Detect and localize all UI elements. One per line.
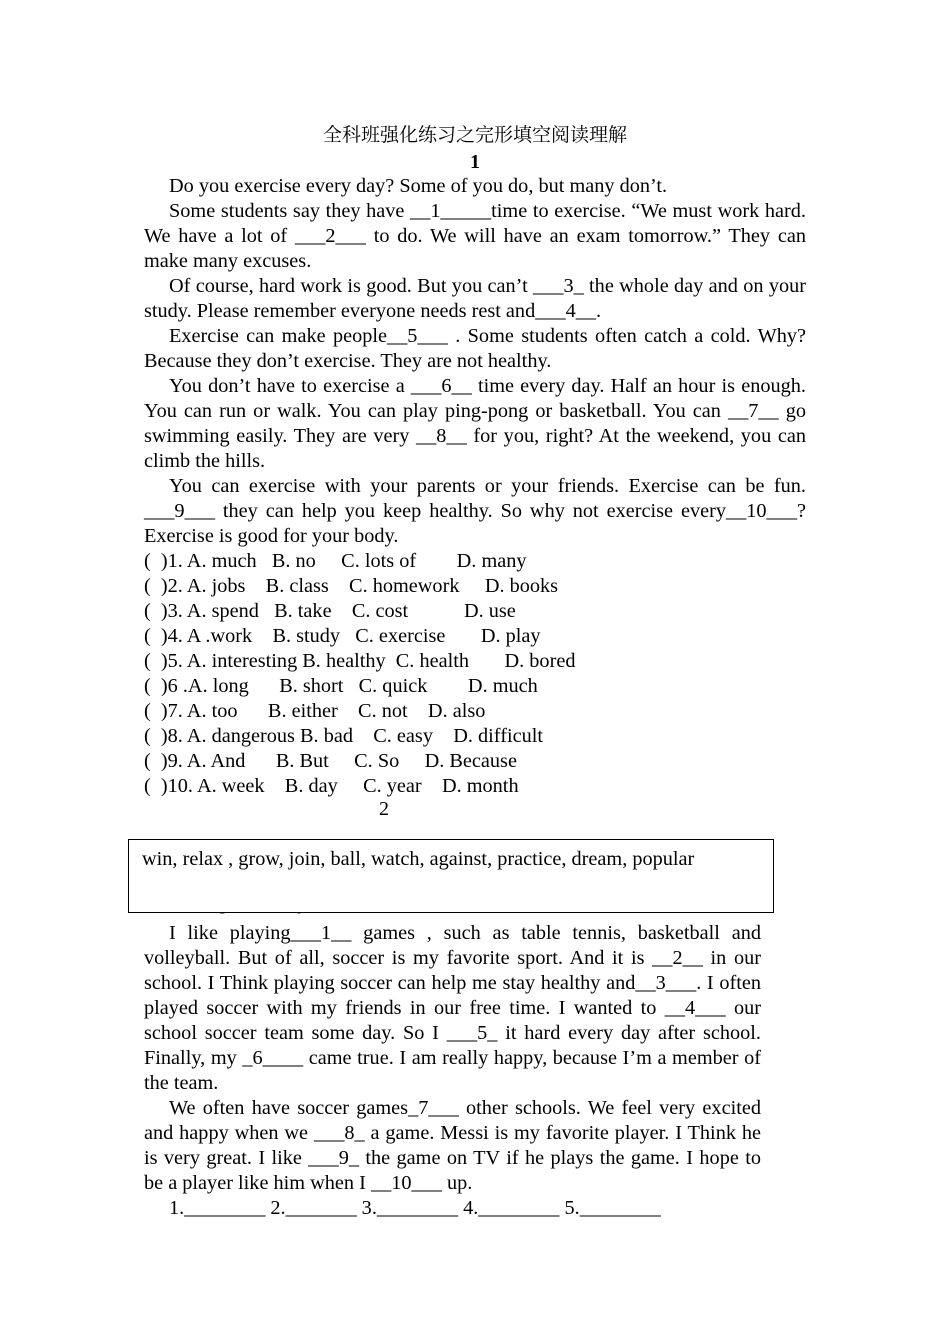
passage-paragraph: Do you exercise every day? Some of you do, but many don’t. (169, 175, 668, 197)
passage-paragraph: Exercise can make people__5___ . Some students often catch a cold. Why? Because they don’t exercise. They are not healthy. (144, 325, 806, 372)
question-option: ( )1. A. much B. no C. lots of D. many (144, 550, 527, 572)
section-2-number: 2 (379, 798, 389, 820)
question-option: ( )8. A. dangerous B. bad C. easy D. difficult (144, 725, 543, 747)
passage-paragraph: We often have soccer games_7___ other schools. We feel very excited and happy when we ___8_ a game. Messi is my favorite player. I Think he is very great. I like ___9_ the game on TV if he plays the game. I hope to be a player like him when I __10___ up. (144, 1097, 761, 1194)
question-option: ( )6 .A. long B. short C. quick D. much (144, 675, 538, 697)
passage-paragraph: Of course, hard work is good. But you can’t ___3_ the whole day and on your study. Please remember everyone needs rest and___4__. (144, 275, 806, 322)
section-2-passage (144, 921, 761, 1221)
question-option: ( )10. A. week B. day C. year D. month (144, 775, 519, 797)
passage-paragraph: I like playing___1__ games , such as table tennis, basketball and volleyball. But of all, soccer is my favorite sport. And it is __2__ in our school. I Think playing soccer can help me stay healthy and__3___. I often played soccer with my friends in our free time. I wanted to __4___ our school soccer team some day. So I ___5_ it hard every day after school. Finally, my _6____ came true. I am really happy, because I’m a member of the team. (144, 922, 761, 1094)
section-1-number: 1 (470, 151, 480, 173)
question-option: ( )4. A .work B. study C. exercise D. play (144, 625, 541, 647)
question-option: ( )7. A. too B. either C. not D. also (144, 700, 486, 722)
word-bank-text: win, relax , grow, join, ball, watch, against, practice, dream, popular (142, 848, 695, 870)
question-options (144, 549, 806, 799)
question-option: ( )9. A. And B. But C. So D. Because (144, 750, 517, 772)
page-title: 全科班强化练习之完形填空阅读理解 (322, 124, 627, 146)
passage-paragraph: You can exercise with your parents or your friends. Exercise can be fun. ___9___ they can help you keep healthy. So why not exercise every__10___? Exercise is good for your body. (144, 475, 806, 547)
question-option: ( )2. A. jobs B. class C. homework D. books (144, 575, 559, 597)
section-1-passage (144, 174, 806, 799)
question-option: ( )5. A. interesting B. healthy C. health D. bored (144, 650, 576, 672)
word-bank-box (128, 839, 774, 913)
question-option: ( )3. A. spend B. take C. cost D. use (144, 600, 516, 622)
passage-paragraph: You don’t have to exercise a ___6__ time every day. Half an hour is enough. You can run or walk. You can play ping-pong or basketball. You can __7__ go swimming easily. They are very __8__ for you, right? At the weekend, you can climb the hills. (144, 375, 806, 472)
passage-paragraph: Some students say they have __1_____time to exercise. “We must work hard. We have a lot of ___2___ to do. We will have an exam tomorrow.” They can make many excuses. (144, 200, 806, 272)
answer-blanks-line: 1.________ 2._______ 3.________ 4.________ 5.________ (169, 1197, 661, 1219)
